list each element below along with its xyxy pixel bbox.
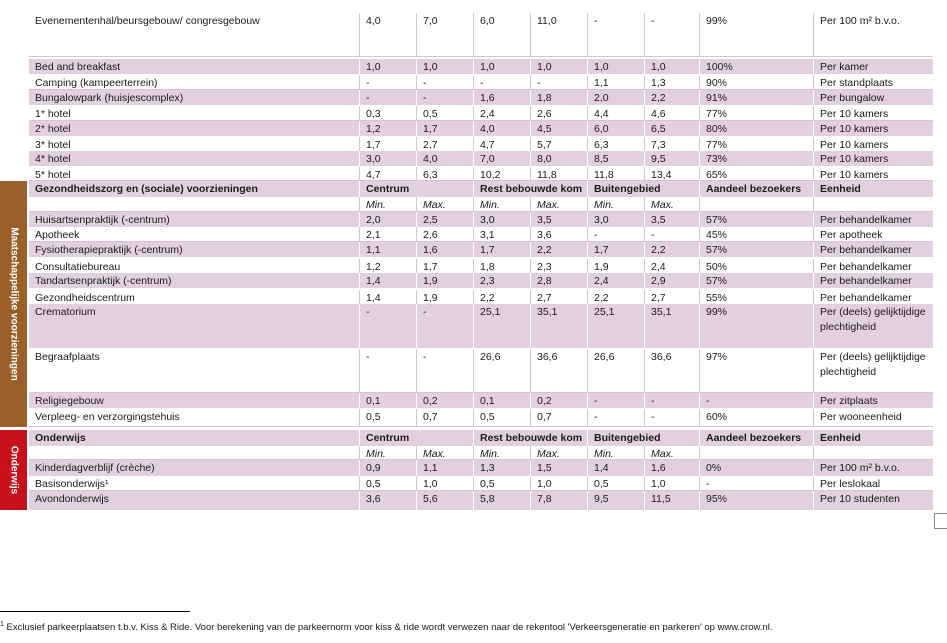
value-buiten-max: 2,7 (644, 290, 699, 304)
value-buiten-max: 1,0 (644, 476, 699, 490)
value-rest-max: 2,8 (530, 273, 587, 288)
facility-name: 4* hotel (35, 153, 71, 165)
value-eenheid: Per behandelkamer (813, 290, 933, 304)
facility-name: Fysiotherapiepraktijk (-centrum) (35, 244, 183, 256)
facility-name: Crematorium (35, 306, 96, 318)
value-rest-max: 7,8 (530, 491, 587, 510)
value-centrum-min: 1,7 (359, 137, 416, 151)
value-eenheid: Per wooneenheid (813, 409, 933, 426)
value-buiten-min: 4,4 (587, 106, 644, 120)
value-rest-min: 4,0 (473, 121, 530, 136)
value-buiten-min: 6,0 (587, 121, 644, 136)
value-centrum-max: 2,6 (416, 227, 473, 241)
value-rest-min: 6,0 (473, 13, 530, 56)
value-centrum-max: 5,6 (416, 491, 473, 510)
facility-name: Tandartsenpraktijk (-centrum) (35, 275, 172, 287)
subheader-min-max (29, 197, 933, 212)
facility-name: Apotheek (35, 229, 80, 241)
value-centrum-max: - (416, 75, 473, 89)
facility-name: Bungalowpark (huisjescomplex) (35, 92, 184, 104)
value-eenheid: Per 100 m² b.v.o. (813, 13, 933, 56)
value-rest-max: 5,7 (530, 137, 587, 151)
value-aandeel: 77% (699, 137, 813, 151)
subheader-max: Max. (644, 197, 699, 211)
value-eenheid: Per bungalow (813, 90, 933, 105)
value-rest-min: 1,8 (473, 259, 530, 273)
value-aandeel: 91% (699, 90, 813, 105)
value-rest-max: 0,2 (530, 393, 587, 408)
value-centrum-min: 3,0 (359, 151, 416, 166)
value-buiten-max: - (644, 13, 699, 56)
value-buiten-max: 2,2 (644, 90, 699, 105)
value-eenheid: Per behandelkamer (813, 242, 933, 257)
value-centrum-max: - (416, 304, 473, 348)
value-buiten-max: 1,3 (644, 75, 699, 89)
value-eenheid: Per behandelkamer (813, 212, 933, 227)
facility-name: Gezondheidscentrum (35, 292, 135, 304)
col-header-aandeel: Aandeel bezoekers (699, 181, 813, 197)
value-centrum-max: 0,7 (416, 409, 473, 426)
value-rest-min: 0,1 (473, 393, 530, 408)
value-centrum-min: 0,1 (359, 393, 416, 408)
value-buiten-min: 1,0 (587, 59, 644, 74)
value-centrum-min: 1,4 (359, 273, 416, 288)
value-aandeel: 0% (699, 460, 813, 476)
table-row (29, 151, 933, 166)
value-centrum-min: 0,3 (359, 106, 416, 120)
table-row (29, 491, 933, 510)
value-aandeel: 95% (699, 491, 813, 510)
value-buiten-min: 2,0 (587, 90, 644, 105)
table-row (29, 259, 933, 274)
table-row (29, 242, 933, 257)
value-eenheid: Per apotheek (813, 227, 933, 241)
value-centrum-max: 1,6 (416, 242, 473, 257)
subheader-min: Min. (473, 197, 530, 211)
table-resize-handle[interactable] (934, 513, 947, 529)
value-rest-min: 3,1 (473, 227, 530, 241)
value-centrum-max: 0,2 (416, 393, 473, 408)
value-rest-max: 2,2 (530, 242, 587, 257)
value-aandeel: 57% (699, 212, 813, 227)
col-header-aandeel: Aandeel bezoekers (699, 430, 813, 446)
value-rest-max: 3,6 (530, 227, 587, 241)
subheader-max: Max. (530, 197, 587, 211)
table-row (29, 273, 933, 288)
value-centrum-max: 0,5 (416, 106, 473, 120)
value-rest-min: - (473, 75, 530, 89)
value-buiten-max: 35,1 (644, 304, 699, 348)
table-row (29, 121, 933, 136)
value-aandeel: 60% (699, 409, 813, 426)
value-rest-max: 1,0 (530, 59, 587, 74)
table-row (29, 304, 933, 348)
value-buiten-max: 36,6 (644, 349, 699, 392)
value-rest-min: 0,5 (473, 409, 530, 426)
value-buiten-max: - (644, 227, 699, 241)
table-row (29, 13, 933, 57)
blank-cell (813, 197, 933, 211)
col-header-eenheid: Eenheid (813, 430, 933, 446)
value-rest-min: 1,7 (473, 242, 530, 257)
value-eenheid: Per 10 kamers (813, 167, 933, 180)
subheader-max: Max. (530, 446, 587, 459)
col-header-rest: Rest bebouwde kom (473, 430, 587, 446)
facility-name: Religiegebouw (35, 395, 104, 407)
subheader-min: Min. (359, 197, 416, 211)
facility-name: 1* hotel (35, 108, 71, 120)
value-centrum-min: - (359, 75, 416, 89)
value-eenheid: Per zitplaats (813, 393, 933, 408)
subheader-max: Max. (416, 446, 473, 459)
section-title: Gezondheidszorg en (sociale) voorzieningen (35, 183, 258, 195)
value-buiten-max: 6,5 (644, 121, 699, 136)
value-aandeel: 100% (699, 59, 813, 74)
value-rest-min: 2,2 (473, 290, 530, 304)
value-rest-min: 0,5 (473, 476, 530, 490)
value-centrum-max: 1,7 (416, 259, 473, 273)
value-buiten-min: 2,4 (587, 273, 644, 288)
value-rest-max: 2,6 (530, 106, 587, 120)
table-row (29, 90, 933, 105)
facility-name: Verpleeg- en verzorgingstehuis (35, 411, 180, 423)
value-eenheid: Per behandelkamer (813, 259, 933, 273)
value-buiten-min: 8,5 (587, 151, 644, 166)
table-row (29, 290, 933, 305)
value-rest-min: 2,4 (473, 106, 530, 120)
value-eenheid: Per (deels) gelijktijdige plechtigheid (813, 304, 933, 348)
value-rest-min: 3,0 (473, 212, 530, 227)
value-rest-min: 4,7 (473, 137, 530, 151)
value-aandeel: 73% (699, 151, 813, 166)
value-aandeel: 77% (699, 106, 813, 120)
table-row (29, 212, 933, 227)
value-rest-min: 1,0 (473, 59, 530, 74)
col-header-buiten: Buitengebied (587, 181, 699, 197)
value-centrum-min: 4,7 (359, 167, 416, 180)
value-centrum-min: 1,1 (359, 242, 416, 257)
value-buiten-min: 26,6 (587, 349, 644, 392)
value-eenheid: Per 10 kamers (813, 151, 933, 166)
value-eenheid: Per 10 kamers (813, 121, 933, 136)
value-centrum-min: 0,5 (359, 409, 416, 426)
value-eenheid: Per behandelkamer (813, 273, 933, 288)
value-buiten-min: - (587, 393, 644, 408)
value-buiten-max: - (644, 393, 699, 408)
footnote-separator (0, 611, 190, 612)
value-rest-min: 25,1 (473, 304, 530, 348)
subheader-max: Max. (416, 197, 473, 211)
value-buiten-max: 2,9 (644, 273, 699, 288)
value-buiten-min: 1,7 (587, 242, 644, 257)
value-aandeel: 97% (699, 349, 813, 392)
blank-cell (699, 446, 813, 459)
value-centrum-min: - (359, 90, 416, 105)
value-buiten-max: 1,6 (644, 460, 699, 476)
col-header-buiten: Buitengebied (587, 430, 699, 446)
value-buiten-min: - (587, 13, 644, 56)
value-centrum-min: 0,5 (359, 476, 416, 490)
value-aandeel: 45% (699, 227, 813, 241)
value-centrum-min: 1,2 (359, 259, 416, 273)
value-rest-min: 26,6 (473, 349, 530, 392)
value-aandeel: - (699, 476, 813, 490)
subheader-max: Max. (644, 446, 699, 459)
value-centrum-max: 2,5 (416, 212, 473, 227)
value-centrum-min: 2,0 (359, 212, 416, 227)
value-eenheid: Per leslokaal (813, 476, 933, 490)
value-rest-max: 1,0 (530, 476, 587, 490)
value-buiten-min: 3,0 (587, 212, 644, 227)
value-rest-min: 7,0 (473, 151, 530, 166)
blank-cell (699, 197, 813, 211)
table-row (29, 106, 933, 121)
value-buiten-max: 7,3 (644, 137, 699, 151)
table-row (29, 167, 933, 181)
value-rest-min: 1,6 (473, 90, 530, 105)
value-rest-max: 0,7 (530, 409, 587, 426)
value-eenheid: Per 10 studenten (813, 491, 933, 510)
value-rest-min: 2,3 (473, 273, 530, 288)
value-buiten-max: 3,5 (644, 212, 699, 227)
value-rest-max: 35,1 (530, 304, 587, 348)
col-header-eenheid: Eenheid (813, 181, 933, 197)
value-eenheid: Per kamer (813, 59, 933, 74)
value-buiten-max: 2,4 (644, 259, 699, 273)
value-centrum-max: 4,0 (416, 151, 473, 166)
value-rest-max: 4,5 (530, 121, 587, 136)
section-title: Onderwijs (35, 432, 86, 444)
value-eenheid: Per 10 kamers (813, 137, 933, 151)
facility-name: Huisartsenpraktijk (-centrum) (35, 214, 170, 226)
value-rest-max: 8,0 (530, 151, 587, 166)
facility-name: Bed and breakfast (35, 61, 121, 73)
value-aandeel: 50% (699, 259, 813, 273)
value-eenheid: Per 10 kamers (813, 106, 933, 120)
value-rest-min: 5,8 (473, 491, 530, 510)
facility-name: Consultatiebureau (35, 261, 121, 273)
value-eenheid: Per standplaats (813, 75, 933, 89)
value-centrum-min: 4,0 (359, 13, 416, 56)
value-centrum-min: 1,4 (359, 290, 416, 304)
value-rest-max: 3,5 (530, 212, 587, 227)
value-buiten-min: 11,8 (587, 167, 644, 180)
facility-name: 5* hotel (35, 169, 71, 180)
value-rest-min: 1,3 (473, 460, 530, 476)
facility-name: Begraafplaats (35, 351, 100, 363)
subheader-min: Min. (473, 446, 530, 459)
value-centrum-min: 2,1 (359, 227, 416, 241)
facility-name: Kinderdagverblijf (crèche) (35, 462, 155, 474)
value-eenheid: Per (deels) gelijktijdige plechtigheid (813, 349, 933, 392)
facility-name: 3* hotel (35, 139, 71, 151)
table-row (29, 393, 933, 408)
value-buiten-max: 11,5 (644, 491, 699, 510)
table-row (29, 59, 933, 74)
value-buiten-min: - (587, 409, 644, 426)
blank-cell (29, 446, 359, 459)
section-label-maatschappelijk (0, 181, 27, 427)
section-label-onderwijs (0, 430, 27, 510)
facility-name: Avondonderwijs (35, 493, 109, 505)
blank-cell (29, 197, 359, 211)
value-aandeel: 99% (699, 304, 813, 348)
value-rest-max: 11,8 (530, 167, 587, 180)
value-eenheid: Per 100 m² b.v.o. (813, 460, 933, 476)
value-rest-max: 1,5 (530, 460, 587, 476)
value-rest-max: 1,8 (530, 90, 587, 105)
value-centrum-max: 1,9 (416, 273, 473, 288)
section-header-onderwijs (29, 430, 933, 446)
value-rest-max: 2,7 (530, 290, 587, 304)
value-aandeel: 90% (699, 75, 813, 89)
value-aandeel: 57% (699, 273, 813, 288)
value-centrum-max: - (416, 349, 473, 392)
value-buiten-min: 1,1 (587, 75, 644, 89)
value-buiten-min: 0,5 (587, 476, 644, 490)
value-centrum-max: - (416, 90, 473, 105)
footnote-text: Exclusief parkeerplaatsen t.b.v. Kiss & Ride. Voor berekening van de parkeernorm voor kiss & ride wordt verwezen naar de rekentool 'Verkeersgeneratie en parkeren' op www.crow.nl. (6, 622, 773, 634)
value-aandeel: 55% (699, 290, 813, 304)
section-label-text: Onderwijs (8, 445, 19, 495)
facility-name: 2* hotel (35, 123, 71, 135)
value-centrum-max: 1,7 (416, 121, 473, 136)
value-centrum-min: 1,0 (359, 59, 416, 74)
value-buiten-min: 25,1 (587, 304, 644, 348)
value-buiten-min: - (587, 227, 644, 241)
value-buiten-max: 2,2 (644, 242, 699, 257)
subheader-min-max (29, 446, 933, 460)
value-aandeel: 65% (699, 167, 813, 180)
value-buiten-min: 9,5 (587, 491, 644, 510)
table-row (29, 409, 933, 427)
value-buiten-min: 1,4 (587, 460, 644, 476)
facility-name: Camping (kampeerterrein) (35, 77, 158, 89)
value-centrum-max: 1,1 (416, 460, 473, 476)
value-rest-min: 10,2 (473, 167, 530, 180)
subheader-min: Min. (587, 446, 644, 459)
subheader-min: Min. (359, 446, 416, 459)
value-buiten-max: 13,4 (644, 167, 699, 180)
value-centrum-max: 1,0 (416, 59, 473, 74)
table-row (29, 349, 933, 393)
section-header-gezondheid (29, 181, 933, 197)
value-aandeel: 57% (699, 242, 813, 257)
value-centrum-max: 1,9 (416, 290, 473, 304)
table-row (29, 460, 933, 476)
value-centrum-max: 1,0 (416, 476, 473, 490)
value-centrum-min: 1,2 (359, 121, 416, 136)
facility-name: Evenementenhal/beursgebouw/ congresgebouw (35, 15, 260, 27)
value-centrum-max: 2,7 (416, 137, 473, 151)
value-aandeel: 80% (699, 121, 813, 136)
col-header-centrum: Centrum (359, 430, 473, 446)
table-row (29, 75, 933, 90)
value-buiten-min: 1,9 (587, 259, 644, 273)
col-header-rest: Rest bebouwde kom (473, 181, 587, 197)
value-buiten-max: - (644, 409, 699, 426)
footnote (0, 621, 773, 633)
table-row (29, 227, 933, 242)
value-rest-max: 36,6 (530, 349, 587, 392)
value-centrum-min: - (359, 349, 416, 392)
subheader-min: Min. (587, 197, 644, 211)
facility-name: Basisonderwijs¹ (35, 478, 109, 490)
value-buiten-min: 6,3 (587, 137, 644, 151)
value-rest-max: 2,3 (530, 259, 587, 273)
table-row (29, 476, 933, 491)
value-rest-max: - (530, 75, 587, 89)
value-buiten-min: 2,2 (587, 290, 644, 304)
footnote-mark: 1 (0, 621, 4, 628)
value-centrum-min: 3,6 (359, 491, 416, 510)
value-aandeel: - (699, 393, 813, 408)
value-buiten-max: 4,6 (644, 106, 699, 120)
col-header-centrum: Centrum (359, 181, 473, 197)
value-centrum-max: 6,3 (416, 167, 473, 180)
value-buiten-max: 1,0 (644, 59, 699, 74)
value-rest-max: 11,0 (530, 13, 587, 56)
value-aandeel: 99% (699, 13, 813, 56)
value-buiten-max: 9,5 (644, 151, 699, 166)
value-centrum-min: - (359, 304, 416, 348)
section-label-text: Maatschappelijke voorzieningen (8, 227, 19, 381)
blank-cell (813, 446, 933, 459)
value-centrum-min: 0,9 (359, 460, 416, 476)
table-row (29, 137, 933, 152)
value-centrum-max: 7,0 (416, 13, 473, 56)
